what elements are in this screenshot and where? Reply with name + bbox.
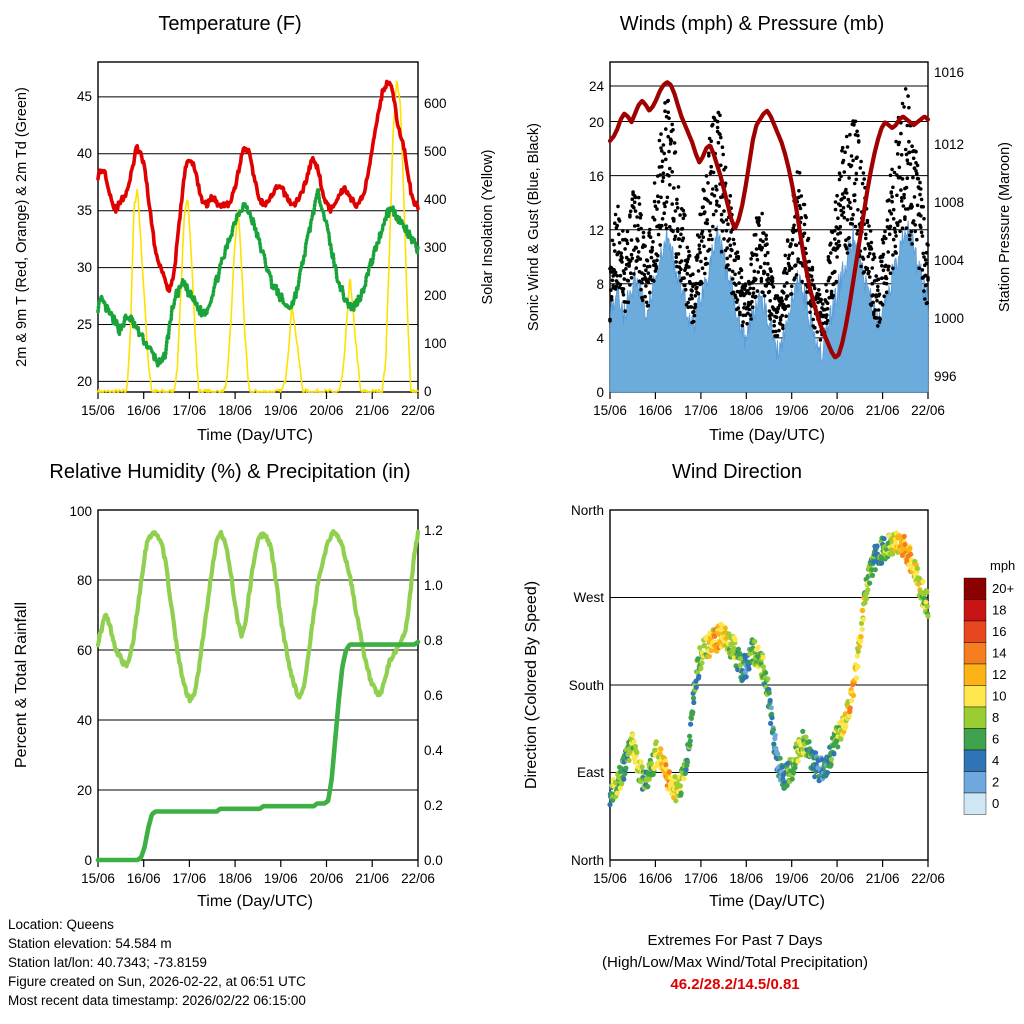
svg-text:17/06: 17/06 <box>684 871 718 886</box>
svg-text:18: 18 <box>992 602 1007 618</box>
winddir-title: Wind Direction <box>671 461 803 483</box>
svg-text:16/06: 16/06 <box>638 403 673 418</box>
svg-text:16/06: 16/06 <box>126 871 161 886</box>
svg-text:500: 500 <box>424 144 447 159</box>
svg-text:18/06: 18/06 <box>729 871 764 886</box>
svg-text:20/06: 20/06 <box>309 871 344 886</box>
svg-text:16/06: 16/06 <box>638 871 673 886</box>
temperature-chart-svg <box>0 0 512 450</box>
svg-text:19/06: 19/06 <box>263 403 298 418</box>
humidity-ylabel-left: Percent & Total Rainfall <box>13 601 30 769</box>
temperature-yticks-left <box>77 89 92 389</box>
svg-text:8: 8 <box>992 710 1000 725</box>
winds-xticks <box>593 403 945 418</box>
footer-recent-timestamp: Most recent data timestamp: 2026/02/22 06:15:00 <box>8 993 306 1008</box>
colorbar-title: mph <box>990 558 1016 573</box>
svg-text:21/06: 21/06 <box>865 403 900 418</box>
svg-text:North: North <box>570 853 604 868</box>
footer-info <box>8 915 306 1010</box>
extremes-line2: (High/Low/Max Wind/Total Precipitation) <box>602 954 868 971</box>
svg-text:15/06: 15/06 <box>81 871 115 886</box>
temperature-title: Temperature (F) <box>158 13 302 35</box>
svg-text:South: South <box>568 678 604 693</box>
svg-text:15/06: 15/06 <box>593 871 627 886</box>
svg-text:2: 2 <box>992 774 1000 790</box>
svg-text:17/06: 17/06 <box>684 403 718 418</box>
svg-text:20: 20 <box>76 783 92 798</box>
svg-text:1004: 1004 <box>934 253 965 268</box>
humidity-xticks <box>81 871 435 886</box>
svg-text:4: 4 <box>596 331 604 346</box>
svg-text:0: 0 <box>84 853 92 868</box>
svg-text:0.4: 0.4 <box>424 743 443 758</box>
svg-text:1012: 1012 <box>934 137 965 152</box>
svg-text:20/06: 20/06 <box>309 403 344 418</box>
svg-text:100: 100 <box>424 336 447 351</box>
winddir-yticks <box>569 503 605 868</box>
svg-text:22/06: 22/06 <box>401 403 435 418</box>
svg-text:12: 12 <box>992 667 1007 682</box>
winddir-xtick-marks <box>610 860 928 867</box>
winds-yticks-right <box>934 65 965 384</box>
svg-text:12: 12 <box>588 223 604 238</box>
svg-text:1016: 1016 <box>934 65 965 80</box>
temperature-yticks-right <box>424 96 447 399</box>
winds-ylabel-right: Station Pressure (Maroon) <box>997 141 1013 313</box>
winddir-ylabel: Direction (Colored By Speed) <box>523 580 540 790</box>
winds-ylabel-left: Sonic Wind & Gust (Blue, Black) <box>526 123 542 331</box>
svg-text:25: 25 <box>76 317 92 332</box>
winddir-xlabel: Time (Day/UTC) <box>709 893 825 910</box>
svg-text:0: 0 <box>992 796 1000 811</box>
svg-text:100: 100 <box>69 504 92 519</box>
svg-text:1008: 1008 <box>934 195 965 210</box>
winds-xtick-marks <box>610 392 928 399</box>
svg-text:0.8: 0.8 <box>424 633 443 648</box>
svg-text:17/06: 17/06 <box>172 403 207 418</box>
svg-text:35: 35 <box>76 203 92 218</box>
humidity-title: Relative Humidity (%) & Precipitation (in) <box>49 461 411 483</box>
svg-text:400: 400 <box>424 192 447 207</box>
svg-text:20: 20 <box>588 115 604 130</box>
svg-text:6: 6 <box>992 731 1000 747</box>
winddir-scatter-group <box>607 530 930 807</box>
svg-text:200: 200 <box>424 288 447 303</box>
temperature-ylabel-left: 2m & 9m T (Red, Orange) & 2m Td (Green) <box>14 87 30 367</box>
svg-text:0.2: 0.2 <box>424 798 443 813</box>
svg-text:0.0: 0.0 <box>424 853 443 868</box>
footer-location: Location: Queens <box>8 917 114 932</box>
winds-chart-svg <box>512 0 1024 450</box>
svg-text:0: 0 <box>424 384 432 399</box>
extremes-line1: Extremes For Past 7 Days <box>647 932 823 949</box>
footer-latlon: Station lat/lon: 40.7343; -73.8159 <box>8 955 207 970</box>
panel-temperature <box>0 0 512 450</box>
temperature-ylabel-right: Solar Insolation (Yellow) <box>480 149 496 305</box>
svg-text:15/06: 15/06 <box>593 403 627 418</box>
footer-elevation: Station elevation: 54.584 m <box>8 936 172 951</box>
panel-winds <box>512 0 1024 450</box>
svg-text:0.6: 0.6 <box>424 688 443 703</box>
svg-text:16: 16 <box>992 624 1007 639</box>
temperature-series-group <box>98 81 418 392</box>
svg-text:30: 30 <box>76 260 92 275</box>
footer-created: Figure created on Sun, 2026-02-22, at 06:51 UTC <box>8 974 306 989</box>
svg-text:18/06: 18/06 <box>218 403 252 418</box>
svg-text:1.0: 1.0 <box>424 578 443 593</box>
temperature-xtick-marks <box>98 392 418 399</box>
humidity-yticks-left <box>69 504 92 868</box>
svg-text:North: North <box>570 503 604 518</box>
svg-text:20+: 20+ <box>992 581 1015 596</box>
winds-series-group <box>608 82 930 392</box>
svg-text:10: 10 <box>992 688 1007 704</box>
svg-text:300: 300 <box>424 240 447 255</box>
svg-text:8: 8 <box>596 277 604 292</box>
svg-text:West: West <box>573 590 604 605</box>
svg-text:16: 16 <box>588 169 604 184</box>
svg-text:17/06: 17/06 <box>172 871 207 886</box>
winds-yticks-left <box>589 79 605 400</box>
svg-text:18/06: 18/06 <box>218 871 252 886</box>
winddir-chart-svg <box>512 450 1024 910</box>
svg-text:22/06: 22/06 <box>401 871 435 886</box>
svg-text:East: East <box>576 765 604 780</box>
temperature-xlabel: Time (Day/UTC) <box>197 427 313 444</box>
extremes-values: 46.2/28.2/14.5/0.81 <box>670 976 800 993</box>
winddir-xticks <box>593 871 945 886</box>
winds-xlabel: Time (Day/UTC) <box>709 427 825 444</box>
svg-text:14: 14 <box>992 645 1007 661</box>
svg-text:19/06: 19/06 <box>774 871 809 886</box>
panel-humidity <box>0 450 512 910</box>
svg-text:19/06: 19/06 <box>263 871 298 886</box>
svg-text:24: 24 <box>588 79 604 94</box>
svg-text:21/06: 21/06 <box>355 403 390 418</box>
extremes-block <box>520 930 950 996</box>
svg-text:45: 45 <box>76 89 92 104</box>
svg-text:40: 40 <box>76 713 92 728</box>
humidity-xlabel: Time (Day/UTC) <box>197 893 313 910</box>
svg-text:80: 80 <box>76 573 92 588</box>
svg-text:20/06: 20/06 <box>820 871 854 886</box>
svg-text:0: 0 <box>596 385 604 400</box>
svg-text:1000: 1000 <box>934 311 965 326</box>
svg-text:18/06: 18/06 <box>729 403 764 418</box>
panel-wind-direction <box>512 450 1024 910</box>
svg-text:1.2: 1.2 <box>424 523 443 538</box>
humidity-xtick-marks <box>98 860 418 867</box>
svg-text:20/06: 20/06 <box>820 403 854 418</box>
svg-text:22/06: 22/06 <box>911 403 945 418</box>
svg-text:22/06: 22/06 <box>911 871 945 886</box>
winddir-colorbar <box>964 578 1014 815</box>
winds-title: Winds (mph) & Pressure (mb) <box>619 13 885 35</box>
svg-text:996: 996 <box>934 369 957 384</box>
svg-text:19/06: 19/06 <box>774 403 809 418</box>
svg-text:40: 40 <box>76 146 92 161</box>
svg-text:21/06: 21/06 <box>865 871 900 886</box>
svg-text:21/06: 21/06 <box>355 871 390 886</box>
svg-text:20: 20 <box>76 374 92 389</box>
humidity-chart-svg <box>0 450 512 910</box>
svg-text:15/06: 15/06 <box>81 403 115 418</box>
svg-text:16/06: 16/06 <box>126 403 161 418</box>
humidity-yticks-right <box>424 523 443 868</box>
svg-text:600: 600 <box>424 96 447 111</box>
svg-text:4: 4 <box>992 753 1000 768</box>
svg-text:60: 60 <box>76 643 92 658</box>
temperature-xticks <box>81 403 435 418</box>
